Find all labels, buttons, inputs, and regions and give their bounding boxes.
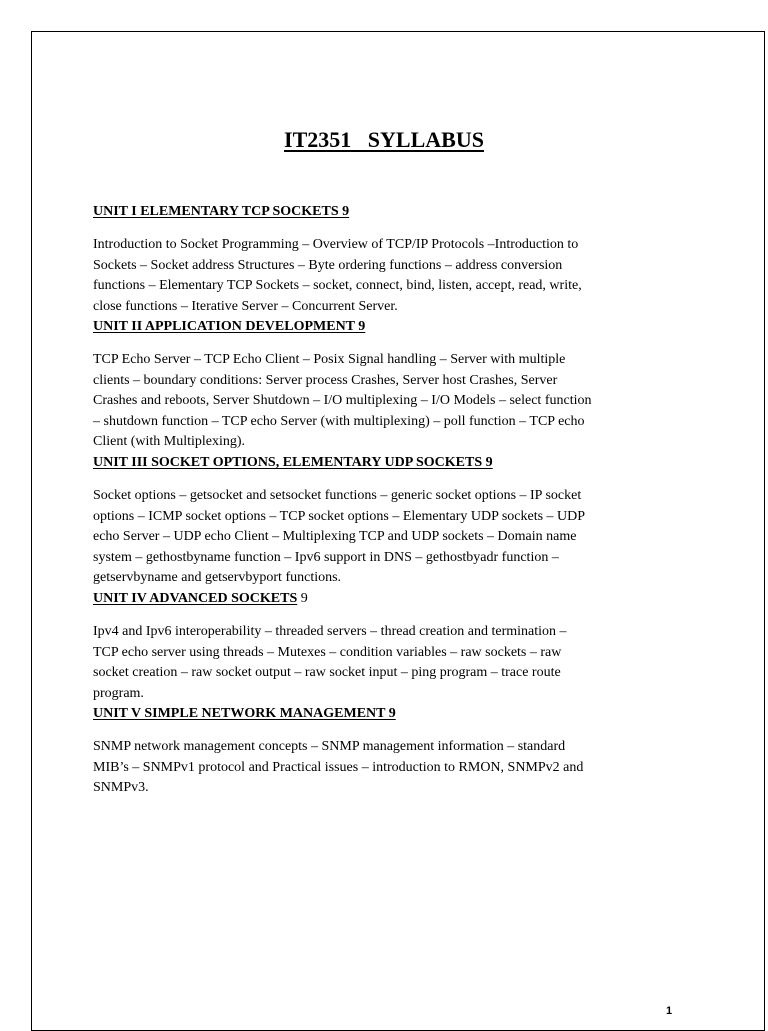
text-line: Introduction to Socket Programming – Overview of TCP/IP Protocols –Introduction to — [93, 237, 579, 252]
text-line: – shutdown function – TCP echo Server (with multiplexing) – poll function – TCP echo — [93, 413, 585, 429]
text-line: SNMPv3. — [93, 780, 149, 795]
text-line: functions – Elementary TCP Sockets – socket, connect, bind, listen, accept, read, write, — [93, 278, 582, 293]
unit-2-heading: UNIT II APPLICATION DEVELOPMENT 9 — [93, 319, 366, 334]
unit-1-heading: UNIT I ELEMENTARY TCP SOCKETS 9 — [93, 204, 350, 219]
text-line: clients – boundary conditions: Server process Crashes, Server host Crashes, Server — [93, 372, 558, 388]
text-line: Ipv4 and Ipv6 interoperability – threaded servers – thread creation and termination – — [93, 624, 567, 639]
text-line: MIB’s – SNMPv1 protocol and Practical issues – introduction to RMON, SNMPv2 and — [93, 759, 584, 775]
text-line: options – ICMP socket options – TCP socket options – Elementary UDP sockets – UDP — [93, 508, 586, 524]
text-line: Client (with Multiplexing). — [93, 434, 246, 449]
unit-5-heading: UNIT V SIMPLE NETWORK MANAGEMENT 9 — [93, 706, 396, 721]
unit-3-heading: UNIT III SOCKET OPTIONS, ELEMENTARY UDP SOCKETS 9 — [93, 455, 493, 470]
text-line: TCP echo server using threads – Mutexes – condition variables – raw sockets – raw — [93, 644, 562, 660]
text-line: getservbyname and getservbyport functions. — [93, 570, 342, 585]
unit-5-description — [93, 737, 583, 799]
unit-4-heading: UNIT IV ADVANCED SOCKETS 9 — [93, 591, 308, 606]
document-title: IT2351 SYLLABUS — [284, 127, 484, 152]
text-line: Crashes and reboots, Server Shutdown – I/O multiplexing – I/O Models – select function — [93, 393, 592, 408]
unit-2-description — [93, 350, 591, 453]
text-line: socket creation – raw socket output – raw socket input – ping program – trace route — [93, 665, 561, 680]
text-line: close functions – Iterative Server – Concurrent Server. — [93, 298, 398, 314]
unit-3-description — [93, 486, 585, 589]
text-line: Sockets – Socket address Structures – Byte ordering functions – address conversion — [93, 257, 563, 273]
page-number: 1 — [666, 1005, 673, 1017]
text-line: system – gethostbyname function – Ipv6 support in DNS – gethostbyadr function – — [93, 549, 559, 565]
text-line: program. — [93, 685, 144, 701]
text-line: TCP Echo Server – TCP Echo Client – Posix Signal handling – Server with multiple — [93, 352, 566, 367]
text-line: echo Server – UDP echo Client – Multiplexing TCP and UDP sockets – Domain name — [93, 529, 577, 544]
text-line: SNMP network management concepts – SNMP management information – standard — [93, 739, 566, 754]
unit-4-description — [93, 622, 567, 704]
unit-1-description — [93, 235, 582, 317]
text-line: Socket options – getsocket and setsocket functions – generic socket options – IP socket — [93, 488, 582, 503]
